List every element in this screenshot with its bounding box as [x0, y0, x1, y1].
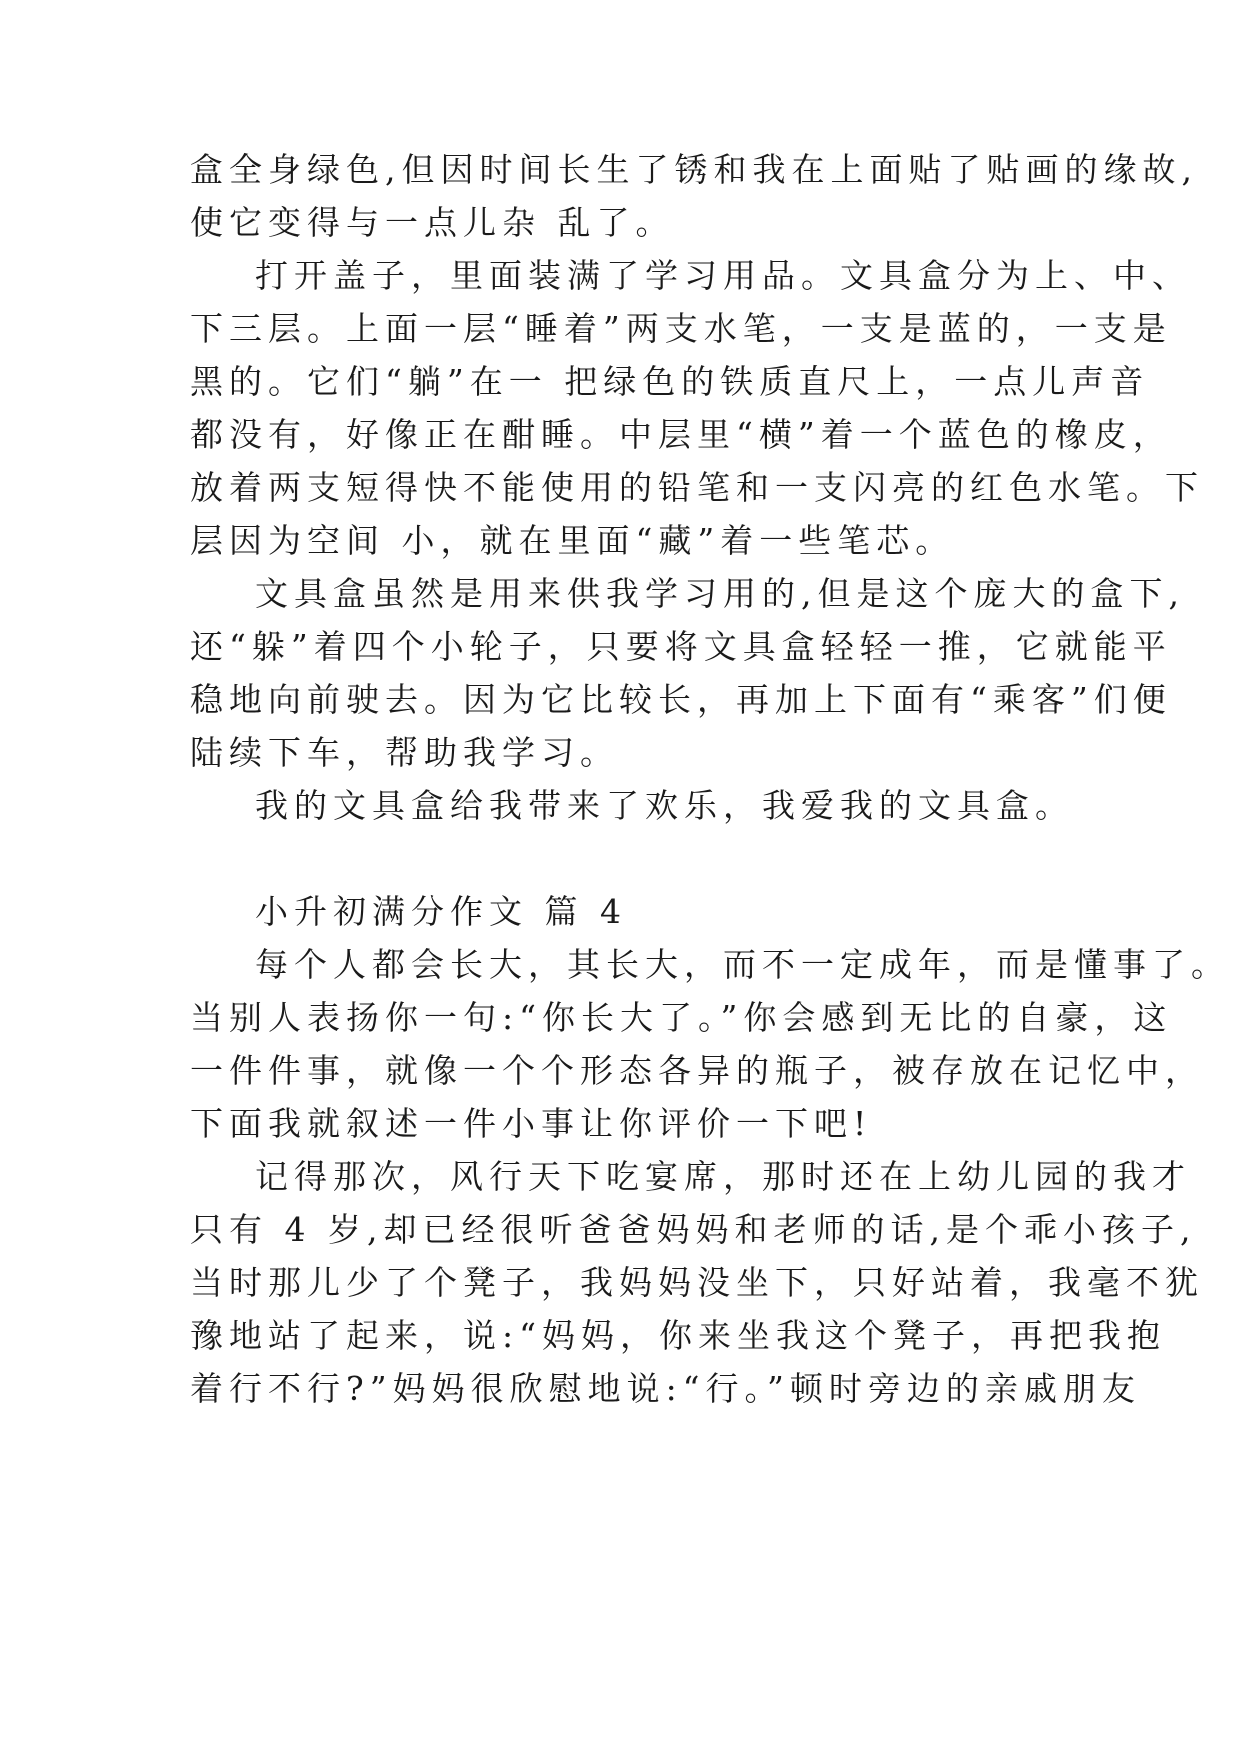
text-line: 层因为空间 小，就在里面“藏”着一些笔芯。: [190, 521, 955, 560]
text-line: 下面我就叙述一件小事让你评价一下吧!: [190, 1104, 873, 1143]
text-line: 都没有，好像正在酣睡。中层里“横”着一个蓝色的橡皮，: [190, 415, 1172, 454]
text-line: 当时那儿少了个凳子，我妈妈没坐下，只好站着，我毫不犹: [190, 1263, 1204, 1302]
text-line: 当别人表扬你一句:“你长大了。”你会感到无比的自豪，这: [190, 998, 1173, 1037]
text-line: 豫地站了起来，说:“妈妈，你来坐我这个凳子，再把我抱: [190, 1316, 1166, 1355]
text-line: 使它变得与一点儿杂 乱了。: [190, 203, 675, 242]
text-line: 着行不行?”妈妈很欣慰地说:“行。”顿时旁边的亲戚朋友: [190, 1369, 1141, 1408]
text-line: 陆续下车，帮助我学习。: [190, 733, 619, 772]
text-line: 黑的。它们“躺”在一 把绿色的铁质直尺上，一点儿声音: [190, 362, 1150, 401]
text-line: 稳地向前驶去。因为它比较长，再加上下面有“乘客”们便: [190, 680, 1172, 719]
text-line: 还“躲”着四个小轮子，只要将文具盒轻轻一推，它就能平: [190, 627, 1172, 666]
paragraph-start-line: 打开盖子，里面装满了学习用品。文具盒分为上、中、: [255, 256, 1191, 295]
text-line: 放着两支短得快不能使用的铅笔和一支闪亮的红色水笔。下: [190, 468, 1204, 507]
text-line: 只有 4 岁,却已经很听爸爸妈妈和老师的话,是个乖小孩子,: [190, 1210, 1197, 1249]
section-heading: 小升初满分作文 篇 4: [255, 892, 627, 931]
paragraph-start-line: 我的文具盒给我带来了欢乐，我爱我的文具盒。: [255, 786, 1074, 825]
paragraph-start-line: 每个人都会长大，其长大，而不一定成年，而是懂事了。: [255, 945, 1230, 984]
paragraph-start-line: 记得那次，风行天下吃宴席，那时还在上幼儿园的我才: [255, 1157, 1191, 1196]
text-line: 一件件事，就像一个个形态各异的瓶子，被存放在记忆中，: [190, 1051, 1204, 1090]
text-line: 下三层。上面一层“睡着”两支水笔，一支是蓝的，一支是: [190, 309, 1172, 348]
text-line: 盒全身绿色,但因时间长生了锈和我在上面贴了贴画的缘故,: [190, 150, 1198, 189]
paragraph-start-line: 文具盒虽然是用来供我学习用的,但是这个庞大的盒下,: [255, 574, 1185, 613]
